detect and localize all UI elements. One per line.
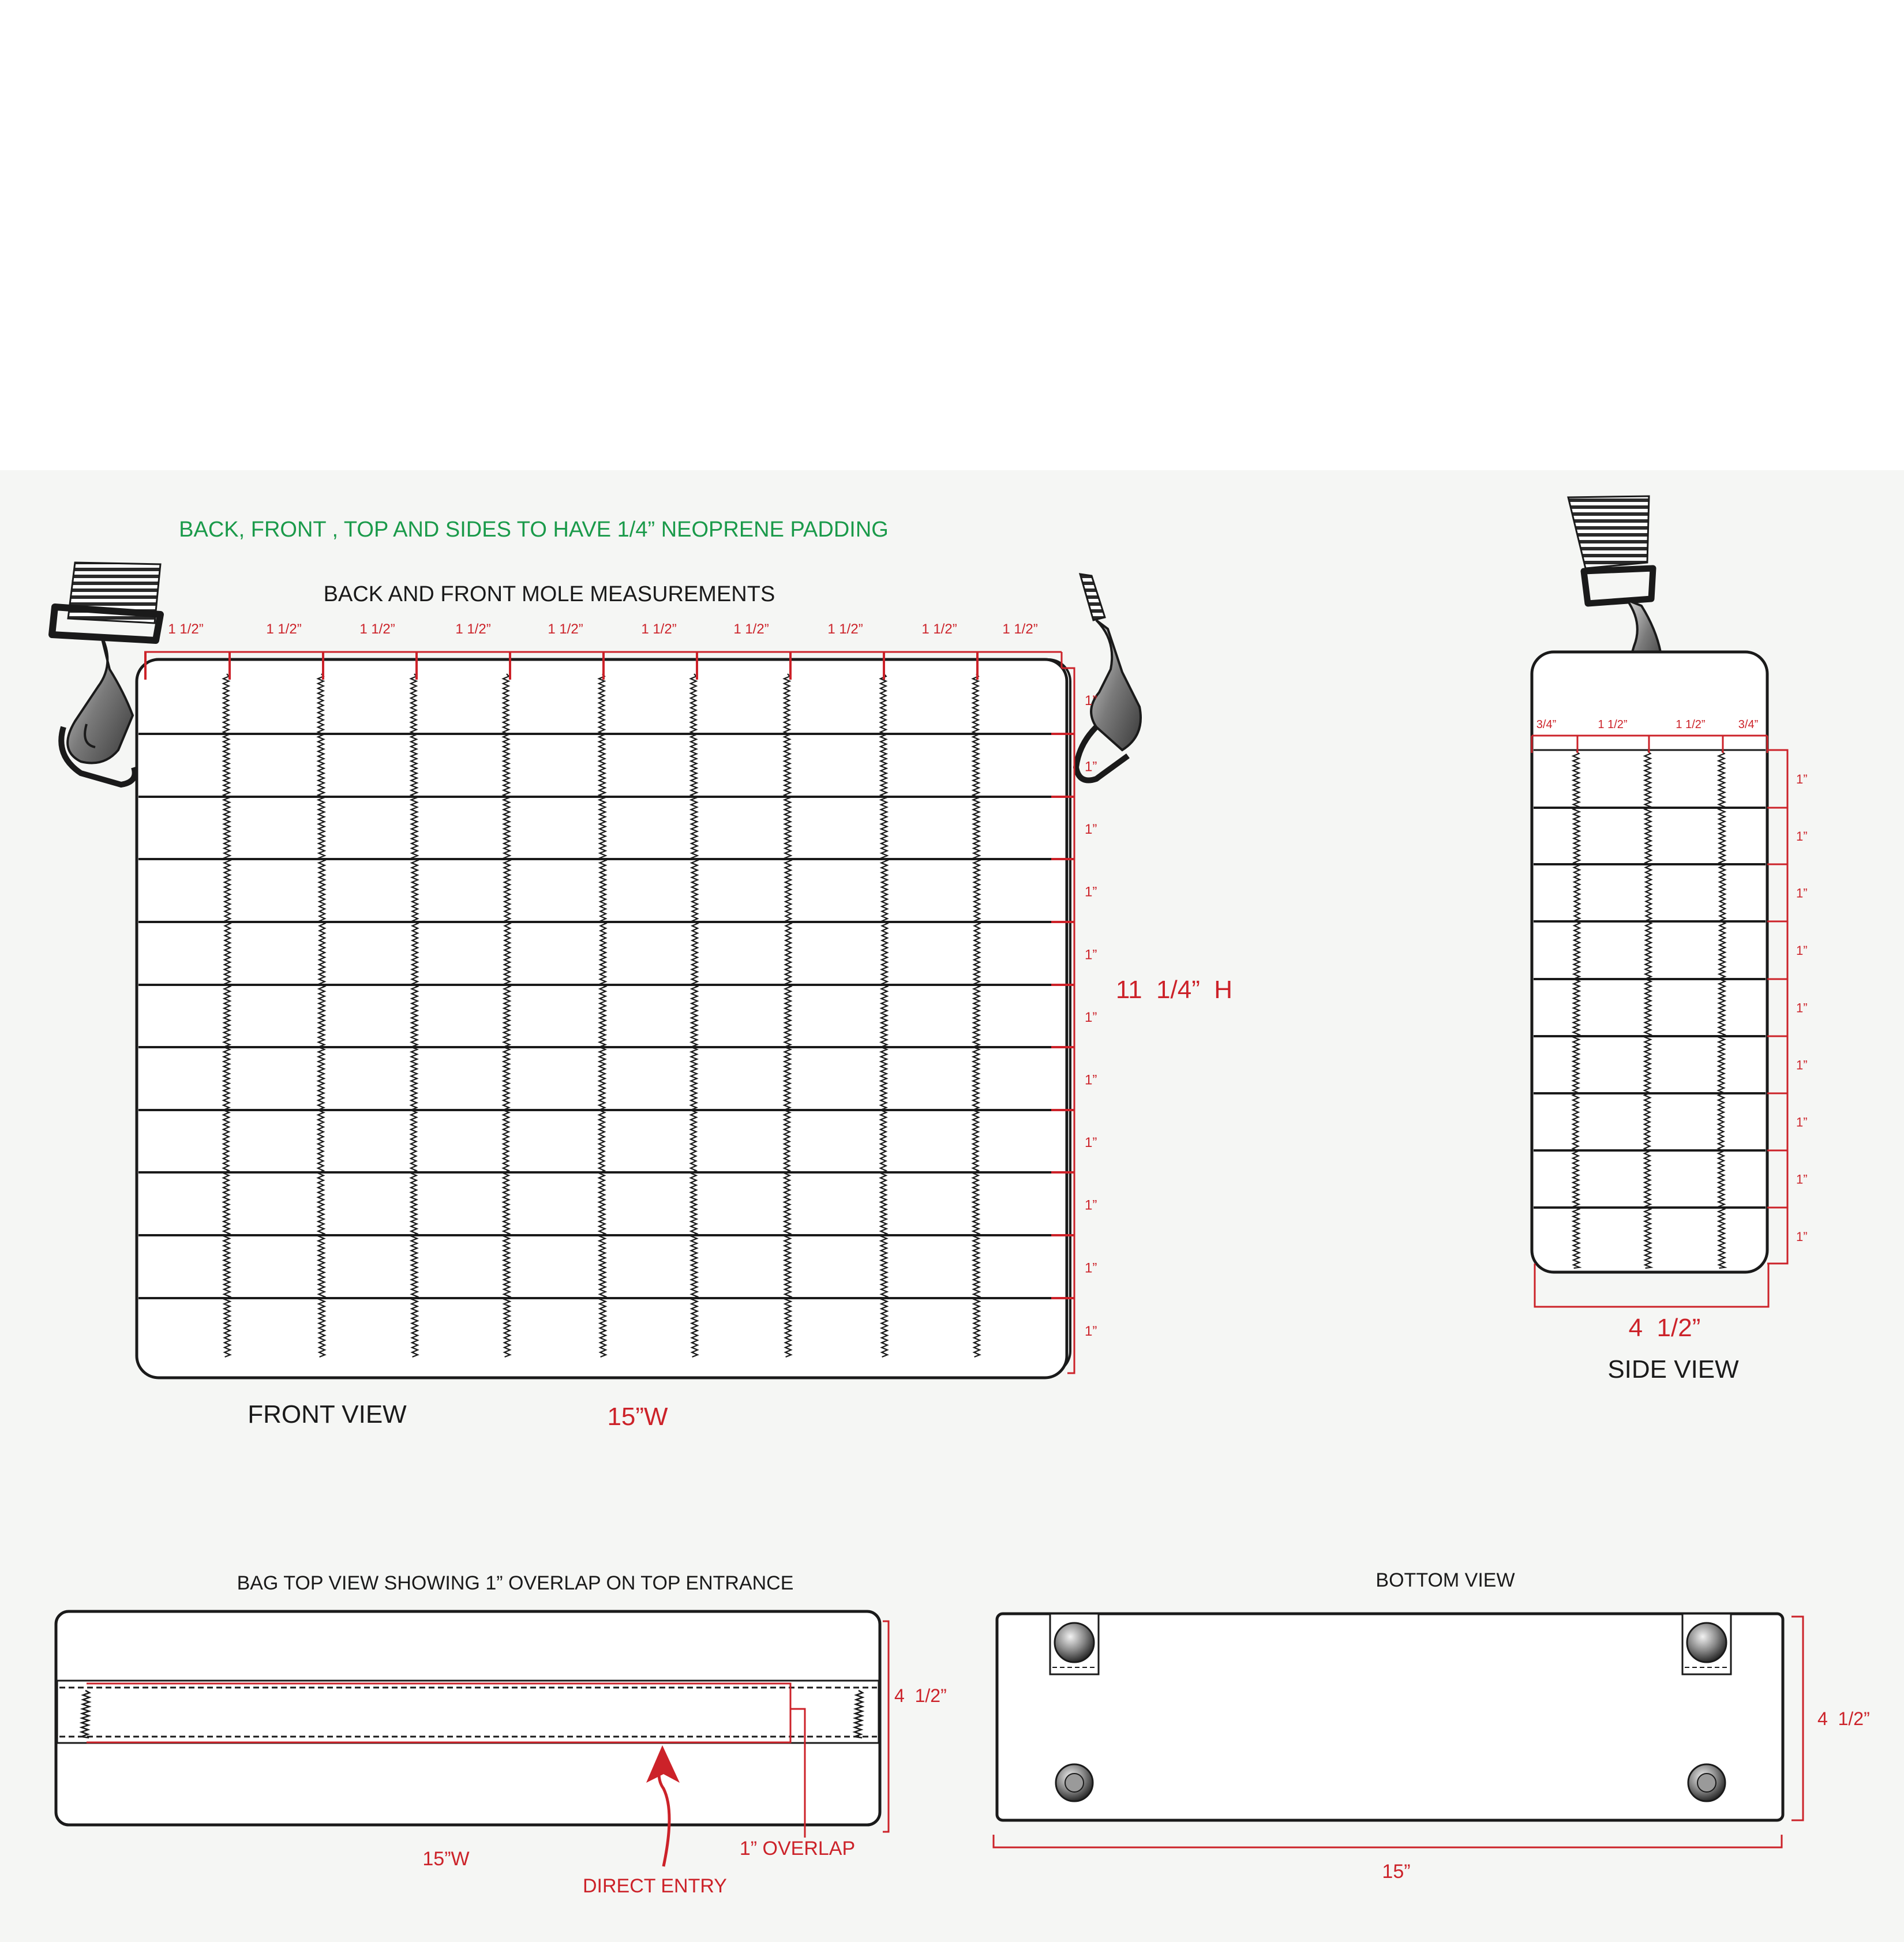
side-row-label: 1” <box>1796 1229 1808 1244</box>
side-width-label: 4 1/2” <box>1628 1314 1701 1342</box>
side-row-label: 1” <box>1796 1115 1808 1130</box>
front-column-label: 1 1/2” <box>266 621 302 637</box>
grommet-left <box>1056 1764 1093 1801</box>
front-column-label: 1 1/2” <box>1002 621 1038 637</box>
side-column-label: 3/4” <box>1536 718 1557 731</box>
front-row-label: 1” <box>1085 884 1097 900</box>
bottom-panel <box>997 1614 1783 1820</box>
front-view-caption: FRONT VIEW <box>248 1400 407 1429</box>
bottom-height-label: 4 1/2” <box>1817 1708 1870 1729</box>
bottom-view-title: BOTTOM VIEW <box>1375 1569 1515 1591</box>
front-column-label: 1 1/2” <box>359 621 395 637</box>
front-row-label: 1” <box>1085 1135 1097 1150</box>
front-row-label: 1” <box>1085 1010 1097 1025</box>
overlap-label: 1” OVERLAP <box>739 1838 856 1859</box>
front-row-label: 1” <box>1085 1260 1097 1276</box>
mole-measurements-title: BACK AND FRONT MOLE MEASUREMENTS <box>323 582 775 606</box>
snap-tab-left <box>1050 1614 1099 1674</box>
grommet-hole <box>1697 1774 1716 1792</box>
front-column-label: 1 1/2” <box>168 621 204 637</box>
snap-button-icon <box>1687 1623 1726 1662</box>
top-width-label: 15”W <box>422 1848 470 1870</box>
side-row-label: 1” <box>1796 1000 1808 1015</box>
front-height-label: 11 1/4” H <box>1115 976 1233 1004</box>
front-column-label: 1 1/2” <box>733 621 769 637</box>
front-row-label: 1” <box>1085 947 1097 963</box>
front-column-label: 1 1/2” <box>827 621 863 637</box>
bottom-width-label: 15” <box>1382 1861 1411 1883</box>
side-column-label: 1 1/2” <box>1676 718 1706 731</box>
grommet-hole <box>1065 1774 1084 1792</box>
top-height-label: 4 1/2” <box>894 1685 947 1706</box>
front-row-label: 1” <box>1085 1072 1097 1088</box>
snap-tab-right <box>1682 1614 1731 1674</box>
front-row-label: 1” <box>1085 1197 1097 1213</box>
direct-entry-label: DIRECT ENTRY <box>582 1875 728 1897</box>
grommet-right <box>1688 1764 1725 1801</box>
side-row-label: 1” <box>1796 829 1808 843</box>
side-view-caption: SIDE VIEW <box>1607 1355 1739 1384</box>
front-row-label: 1” <box>1085 822 1097 837</box>
top-opening-band <box>57 1681 879 1743</box>
front-column-label: 1 1/2” <box>548 621 583 637</box>
snap-button-icon <box>1055 1623 1094 1662</box>
side-row-label: 1” <box>1796 943 1808 958</box>
front-row-label: 1” <box>1085 759 1097 775</box>
side-row-labels <box>1796 772 1808 1244</box>
front-column-label: 1 1/2” <box>641 621 677 637</box>
side-column-label: 3/4” <box>1738 718 1759 731</box>
front-row-label: 1” <box>1085 1324 1097 1339</box>
padding-note: BACK, FRONT , TOP AND SIDES TO HAVE 1/4” NEOPRENE PADDING <box>179 518 889 542</box>
side-column-label: 1 1/2” <box>1598 718 1628 731</box>
front-width-label: 15”W <box>607 1403 668 1431</box>
side-row-label: 1” <box>1796 1058 1808 1073</box>
side-row-label: 1” <box>1796 772 1808 786</box>
front-column-label: 1 1/2” <box>921 621 957 637</box>
front-column-label: 1 1/2” <box>455 621 491 637</box>
side-row-label: 1” <box>1796 1172 1808 1187</box>
side-row-label: 1” <box>1796 886 1808 901</box>
top-view-title: BAG TOP VIEW SHOWING 1” OVERLAP ON TOP ENTRANCE <box>237 1572 794 1594</box>
front-row-label: 1” <box>1085 693 1097 708</box>
